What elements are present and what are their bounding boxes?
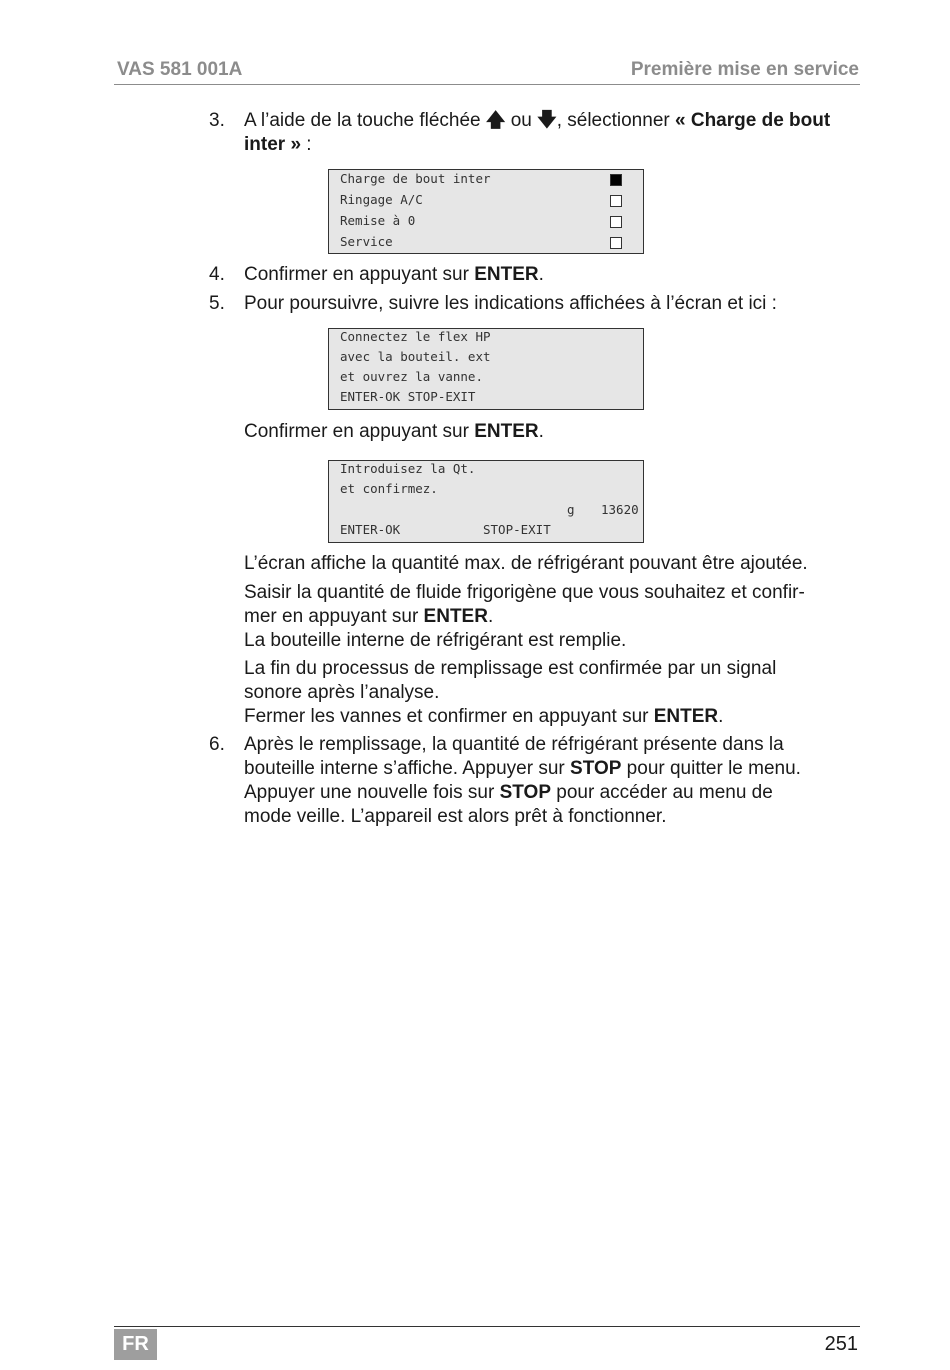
fin-paragraph: La fin du processus de remplissage est confirmée par un signal sonore après l’analyse. Fermer les vannes et confirmer en appuyant sur ENTER. [244,658,777,727]
lcd-connect-line: Connectez le flex HP [340,329,491,344]
lcd-quantity-value: 13620 [601,502,639,517]
header-right: Première mise en service [630,59,859,80]
lcd-connect-line: avec la bouteil. ext [340,349,491,364]
step-5-text: Pour poursuivre, suivre les indications affichées à l’écran et ici : [244,293,777,314]
lcd-checkbox [610,174,622,186]
lcd-stop-exit: STOP-EXIT [483,522,551,537]
arrow-down-icon: 🡇 [537,110,557,131]
footer-rule [114,1326,860,1327]
step-3-number: 3. [209,110,225,131]
lcd-connect-line: et ouvrez la vanne. [340,369,483,384]
header-rule [114,84,860,85]
header-left: VAS 581 001A [117,59,243,80]
lcd-checkbox [610,237,622,249]
step-4-number: 4. [209,264,225,285]
step-3-text: A l’aide de la touche fléchée 🡅 ou 🡇, sélectionner « Charge de bout inter » : [244,110,831,155]
lcd-menu-line: Charge de bout inter [340,171,491,186]
lcd-quantity-line: Introduisez la Qt. [340,461,476,476]
lcd-quantity-screen [328,460,644,543]
lcd-checkbox [610,195,622,207]
lcd-menu-line: Service [340,234,393,249]
language-badge: FR [114,1329,157,1360]
max-quantity-text: L’écran affiche la quantité max. de réfrigérant pouvant être ajoutée. [244,553,808,574]
lcd-quantity-unit: g [567,502,575,517]
step-6-text: Après le remplissage, la quantité de réfrigérant présente dans la bouteille interne s’affiche. Appuyer sur STOP pour quitter le menu. Appuyer une nouvelle fois sur STOP pour accéder au menu de mode veille. L’appareil est alors prêt à fonctionner. [244,734,801,827]
lcd-checkbox [610,216,622,228]
step-6-number: 6. [209,734,225,755]
lcd-connect-screen [328,328,644,410]
page-number: 251 [824,1333,858,1355]
saisir-paragraph: Saisir la quantité de fluide frigorigène que vous souhaitez et confir- mer en appuyant sur ENTER. La bouteille interne de réfrigérant est remplie. [244,582,805,651]
step-4-text: Confirmer en appuyant sur ENTER. [244,264,544,285]
lcd-menu-line: Ringage A/C [340,192,423,207]
lcd-menu-screen [328,169,644,254]
step-5-number: 5. [209,293,225,314]
lcd-quantity-line: et confirmez. [340,481,438,496]
arrow-up-icon: 🡅 [485,110,506,131]
lcd-enter-ok: ENTER-OK [340,522,401,537]
lcd-connect-line: ENTER-OK STOP-EXIT [340,389,476,404]
lcd-menu-line: Remise à 0 [340,213,416,228]
confirm-text: Confirmer en appuyant sur ENTER. [244,421,544,442]
